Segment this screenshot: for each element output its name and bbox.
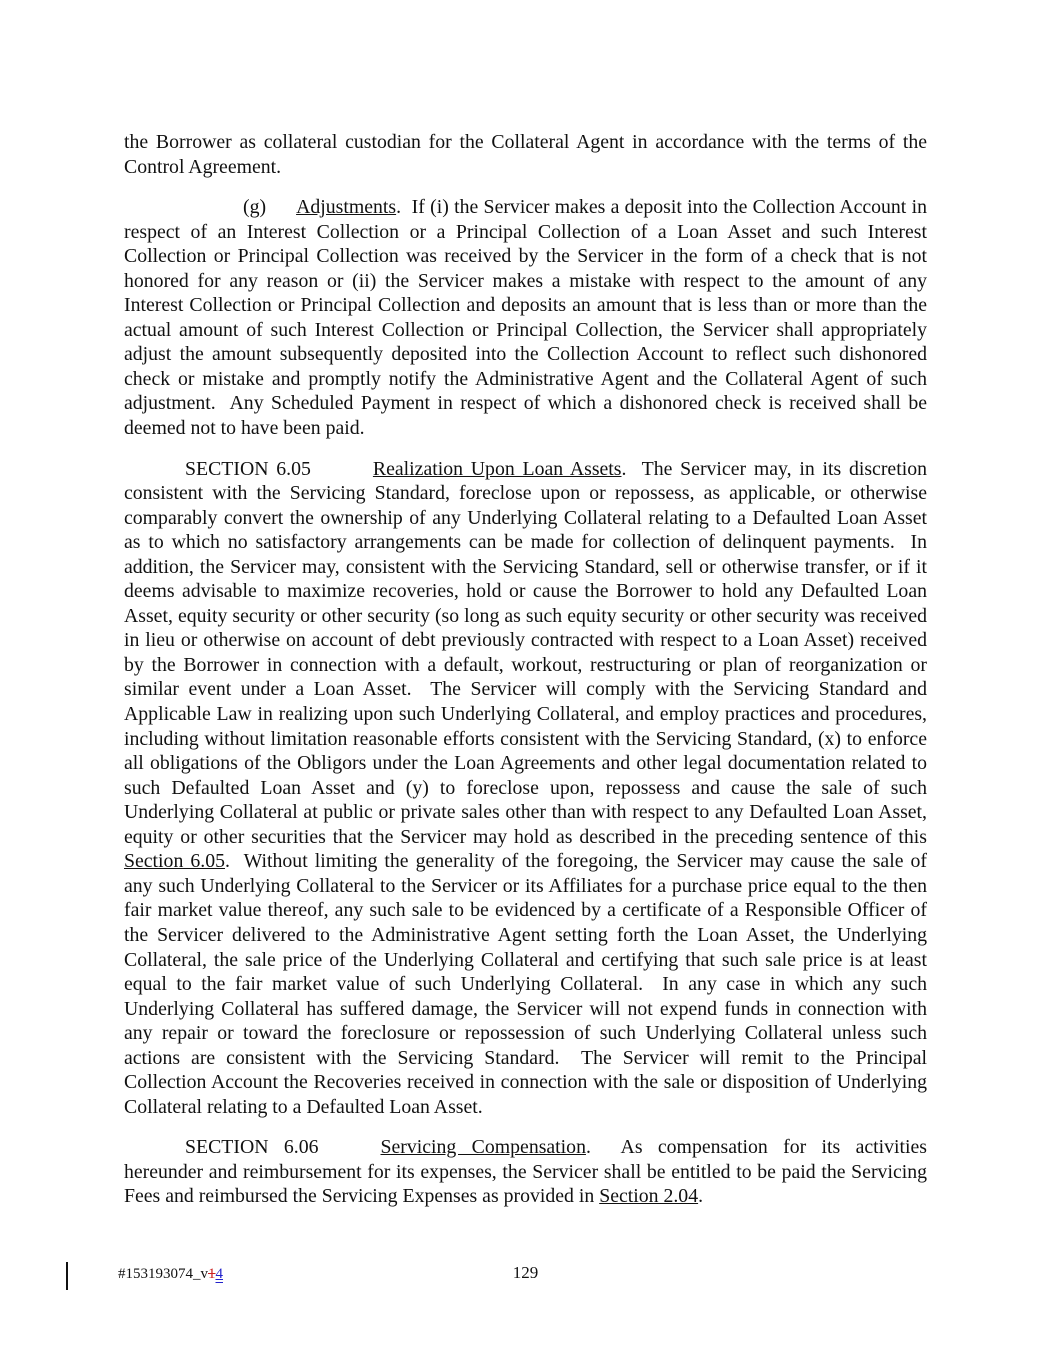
inserted-version: 4 <box>215 1266 223 1282</box>
doc-id-prefix: #153193074_v <box>118 1266 208 1282</box>
page-body <box>124 130 932 1225</box>
intro-text: the Borrower as collateral custodian for the Collateral Agent in accordance with the terms of the Control Agreement. <box>124 131 932 178</box>
section-6-05-heading: Realization Upon Loan Assets <box>372 457 622 480</box>
section-6-06-body-1: . As compensation for its activities hereunder and reimbursement for its expenses, the Servicer shall be entitled to be paid the Servicing Fees and reimbursed the Servicing Expenses as provided in <box>124 1136 932 1208</box>
deleted-version: 1 <box>208 1266 216 1282</box>
section-6-06-heading: Servicing Compensation <box>380 1136 586 1159</box>
xref-section-6-05: Section 6.05 <box>124 850 225 873</box>
page-number <box>124 1263 927 1283</box>
g-heading: Adjustments <box>296 196 397 219</box>
g-label: (g) <box>243 196 267 219</box>
page-number-text: 129 <box>512 1263 539 1282</box>
section-6-06-label: SECTION 6.06 <box>185 1136 319 1159</box>
paragraph-intro <box>124 130 932 179</box>
change-bar <box>66 1262 68 1290</box>
section-6-05-paragraph <box>124 457 932 1120</box>
section-6-06-paragraph <box>124 1135 932 1209</box>
paragraph-g <box>124 195 932 440</box>
section-6-05-body-1: . The Servicer may, in its discretion consistent with the Servicing Standard, foreclose upon or repossess, as applicable, or otherwise comparably convert the ownership of any Underlying Collateral relating to a Defaulted Loan Asset as to which no satisfactory arrangements can be made for collection of delinquent payments. In addition, the Servicer may, consistent with the Servicing Standard, sell or otherwise transfer, or if it deems advisable to maximize recoveries, hold or cause the Borrower to hold any Defaulted Loan Asset, equity security or other security (so long as such equity security or other security was received in lieu or otherwise on account of debt previously contracted with respect to a Loan Asset) received by the Borrower in connection with a default, workout, restructuring or plan of reorganization or similar event under a Loan Asset. The Servicer will comply with the Servicing Standard and Applicable Law in realizing upon such Underlying Collateral, and employ practices and procedures, including without limitation reasonable efforts consistent with the Servicing Standard, (x) to enforce all obligations of the Obligors under the Loan Agreements and other legal documentation related to such Defaulted Loan Asset and (y) to foreclose upon, repossess and cause the sale of such Underlying Collateral at public or private sales other than with respect to any Defaulted Loan Asset, equity or other securities that the Servicer may hold as described in the preceding sentence of this <box>124 457 932 848</box>
xref-section-2-04: Section 2.04 <box>599 1185 699 1208</box>
g-body: . If (i) the Servicer makes a deposit into the Collection Account in respect of an Interest Collection or a Principal Collection of a Loan Asset and such Interest Collection or Principal Collection was received by the Servicer in the form of a check that is not honored for any reason or (ii) the Servicer makes a mistake with respect to the amount of any Interest Collection or Principal Collection and deposits an amount that is less than or more than the actual amount of such Interest Collection or Principal Collection, the Servicer shall appropriately adjust the amount subsequently deposited into the Collection Account to reflect such dishonored check or mistake and promptly notify the Administrative Agent and the Collateral Agent of such adjustment. Any Scheduled Payment in respect of which a dishonored check is received shall be deemed not to have been paid. <box>124 196 932 440</box>
section-6-06-body-2: . <box>698 1185 704 1208</box>
section-6-05-body-2: . Without limiting the generality of the foregoing, the Servicer may cause the sale of any such Underlying Collateral to the Servicer or its Affiliates for a purchase price equal to the then fair market value thereof, any such sale to be evidenced by a certificate of a Responsible Officer of the Servicer delivered to the Administrative Agent setting forth the Loan Asset, the Underlying Collateral, the sale price of the Underlying Collateral and certifying that such sale price is at least equal to the fair market value of such Underlying Collateral. In any case in which any such Underlying Collateral has suffered damage, the Servicer will not expend funds in connection with any repair or toward the foreclosure or repossession of such Underlying Collateral unless such actions are consistent with the Servicing Standard. The Servicer will remit to the Principal Collection Account the Recoveries received in connection with the sale or disposition of Underlying Collateral relating to a Defaulted Loan Asset. <box>124 850 932 1118</box>
section-6-05-label: SECTION 6.05 <box>185 457 311 480</box>
